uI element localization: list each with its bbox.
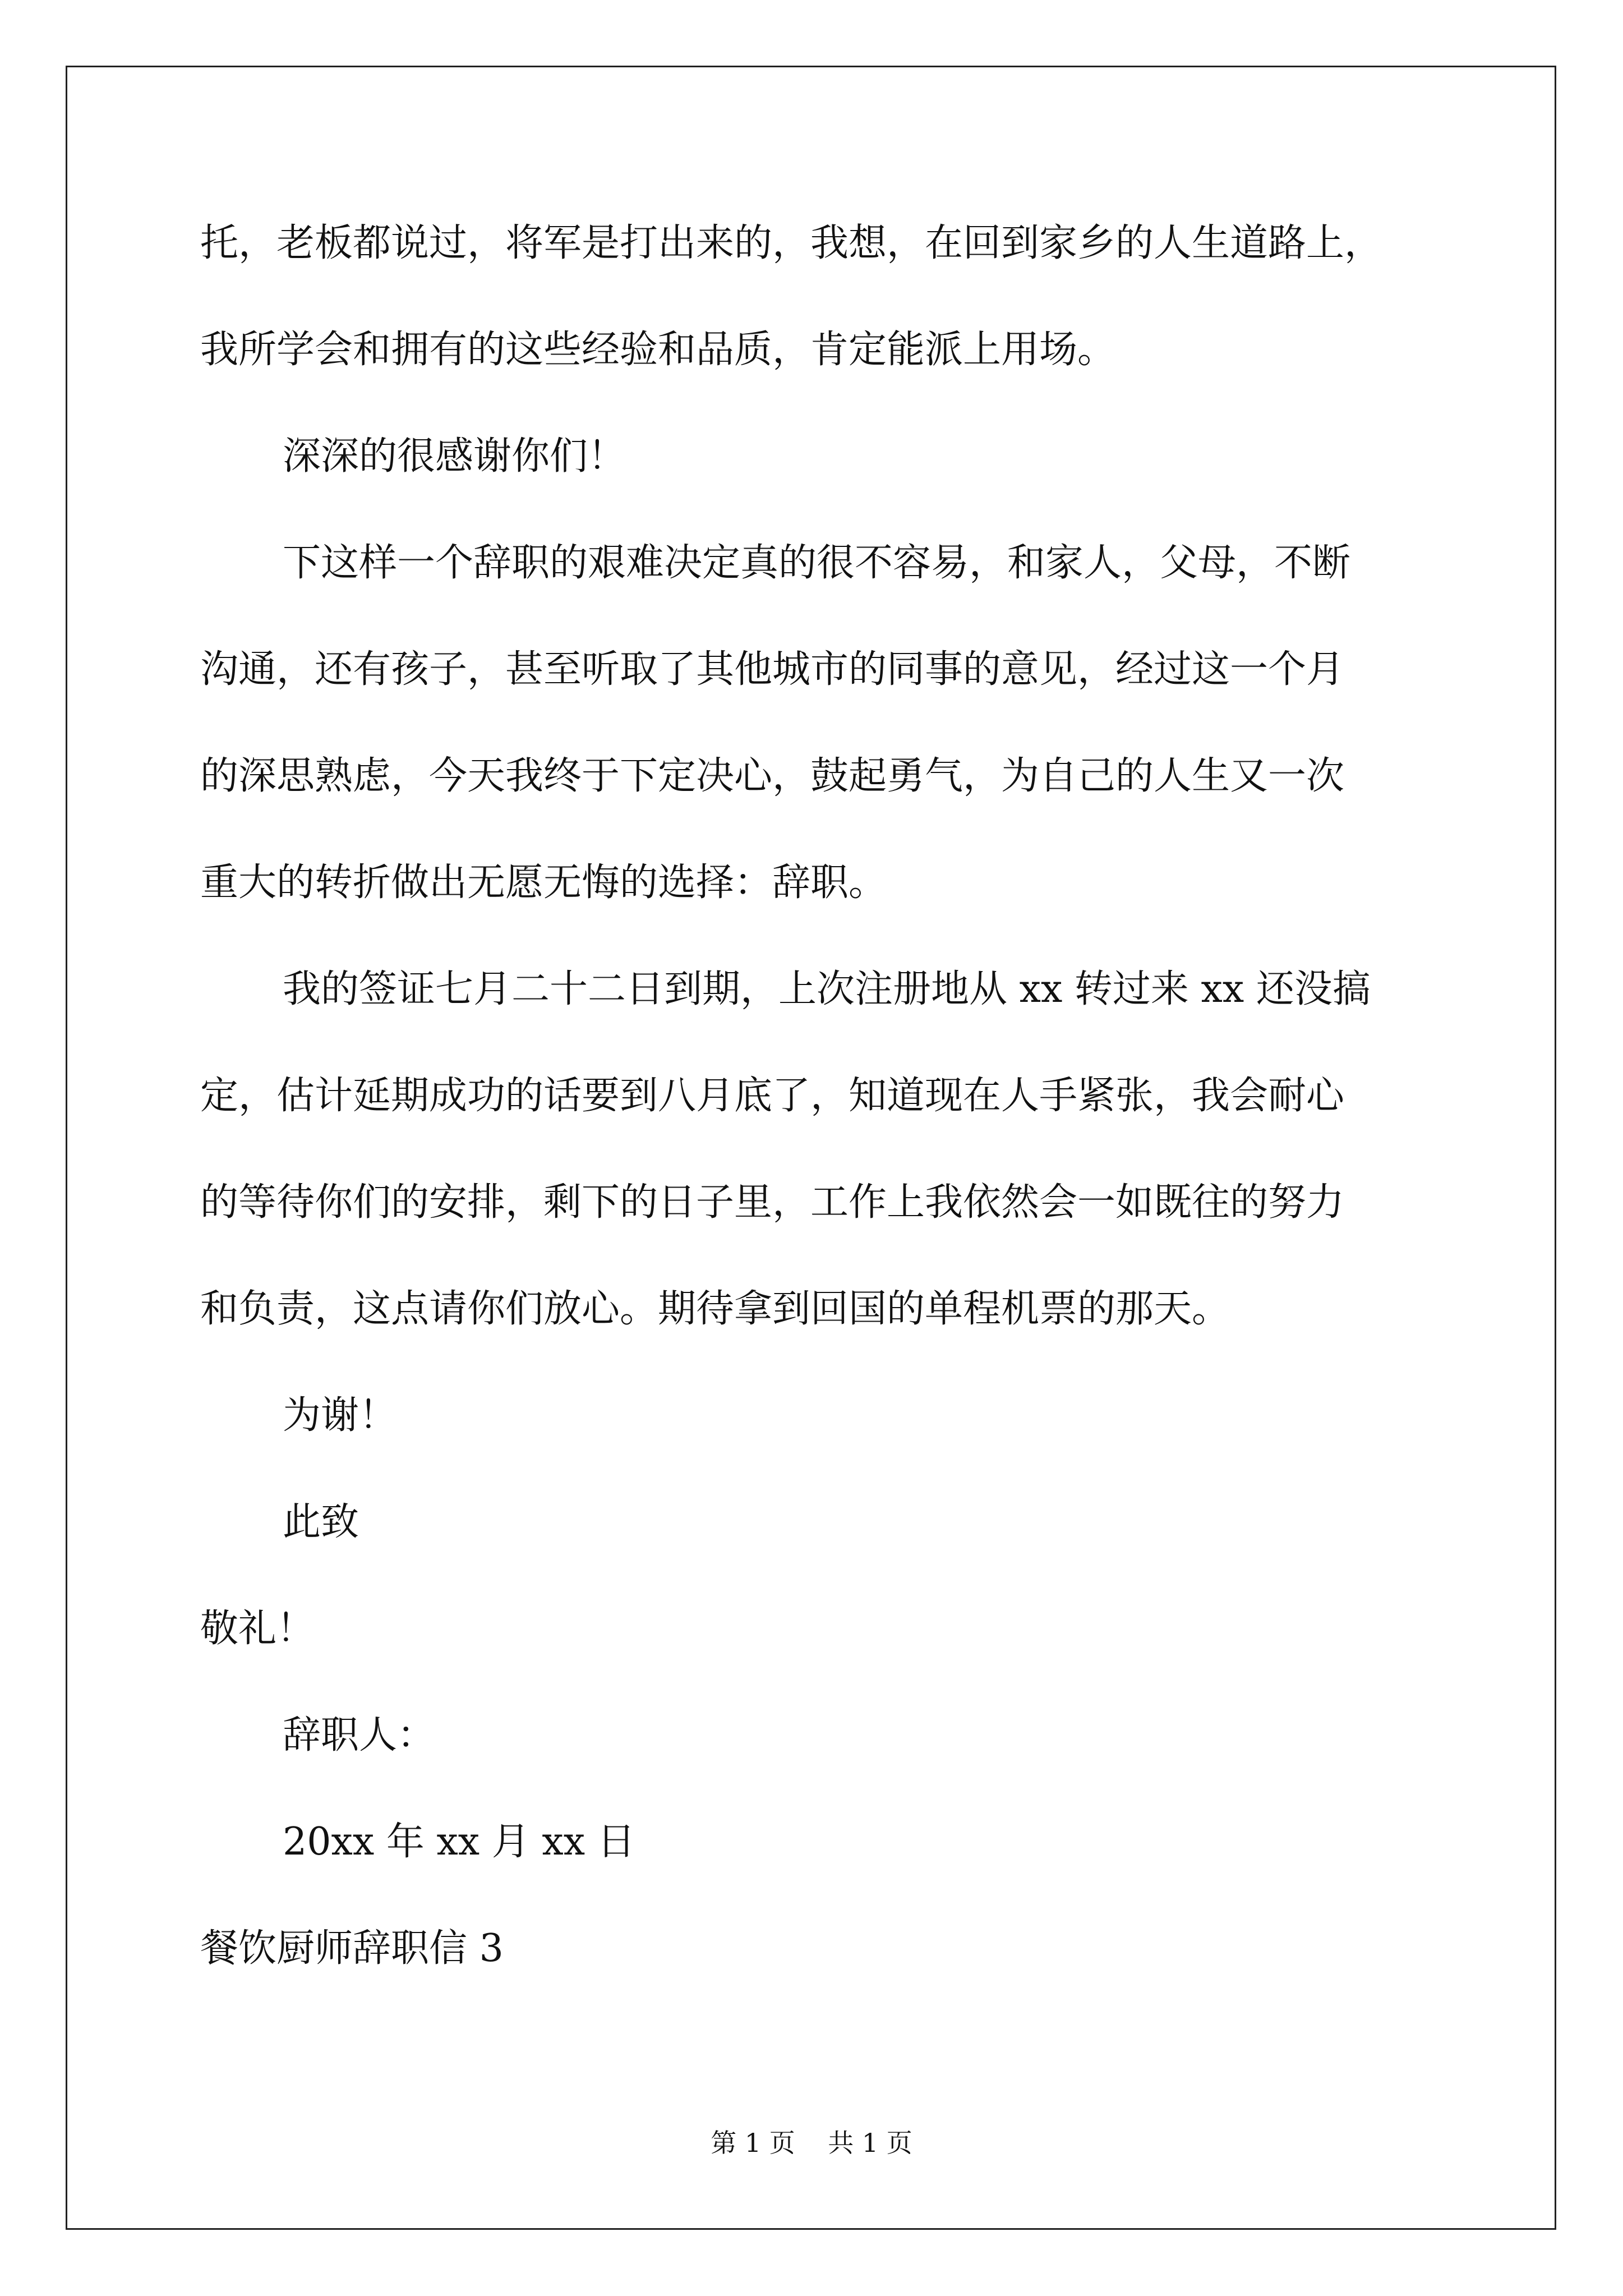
page-number-label: 第 1 页 共 1 页 [711, 2128, 912, 2158]
text-line-11: 和负责，这点请你们放心。期待拿到回国的单程机票的那天。 [200, 1287, 1230, 1331]
text-line-10: 的等待你们的安排，剩下的日子里，工作上我依然会一如既往的努力 [200, 1180, 1345, 1225]
text-line-5: 沟通，还有孩子，甚至听取了其他城市的同事的意见，经过这一个月 [200, 647, 1345, 692]
date-line: 20xx 年 xx 月 xx 日 [283, 1820, 635, 1864]
text-line-4: 下这样一个辞职的艰难决定真的很不容易，和家人，父母，不断 [283, 541, 1351, 585]
text-line-8: 我的签证七月二十二日到期，上次注册地从 xx 转过来 xx 还没搞 [283, 967, 1371, 1011]
closing-salutation: 此致 [283, 1500, 359, 1544]
closing-regards: 敬礼！ [200, 1607, 315, 1651]
text-line-7: 重大的转折做出无愿无悔的选择：辞职。 [200, 861, 887, 905]
page-footer [0, 2130, 1623, 2156]
text-line-1: 托，老板都说过，将军是打出来的，我想，在回到家乡的人生道路上， [200, 221, 1383, 265]
text-line-9: 定，估计延期成功的话要到八月底了，知道现在人手紧张，我会耐心 [200, 1074, 1345, 1118]
text-line-6: 的深思熟虑，今天我终于下定决心，鼓起勇气，为自己的人生又一次 [200, 754, 1345, 798]
text-line-3: 深深的很感谢你们！ [283, 434, 626, 478]
document-body [200, 221, 1445, 2036]
signature-label: 辞职人： [283, 1713, 436, 1757]
section-heading: 餐饮厨师辞职信 3 [200, 1926, 504, 1971]
text-line-2: 我所学会和拥有的这些经验和品质，肯定能派上用场。 [200, 328, 1116, 372]
closing-thanks: 为谢！ [283, 1393, 398, 1438]
